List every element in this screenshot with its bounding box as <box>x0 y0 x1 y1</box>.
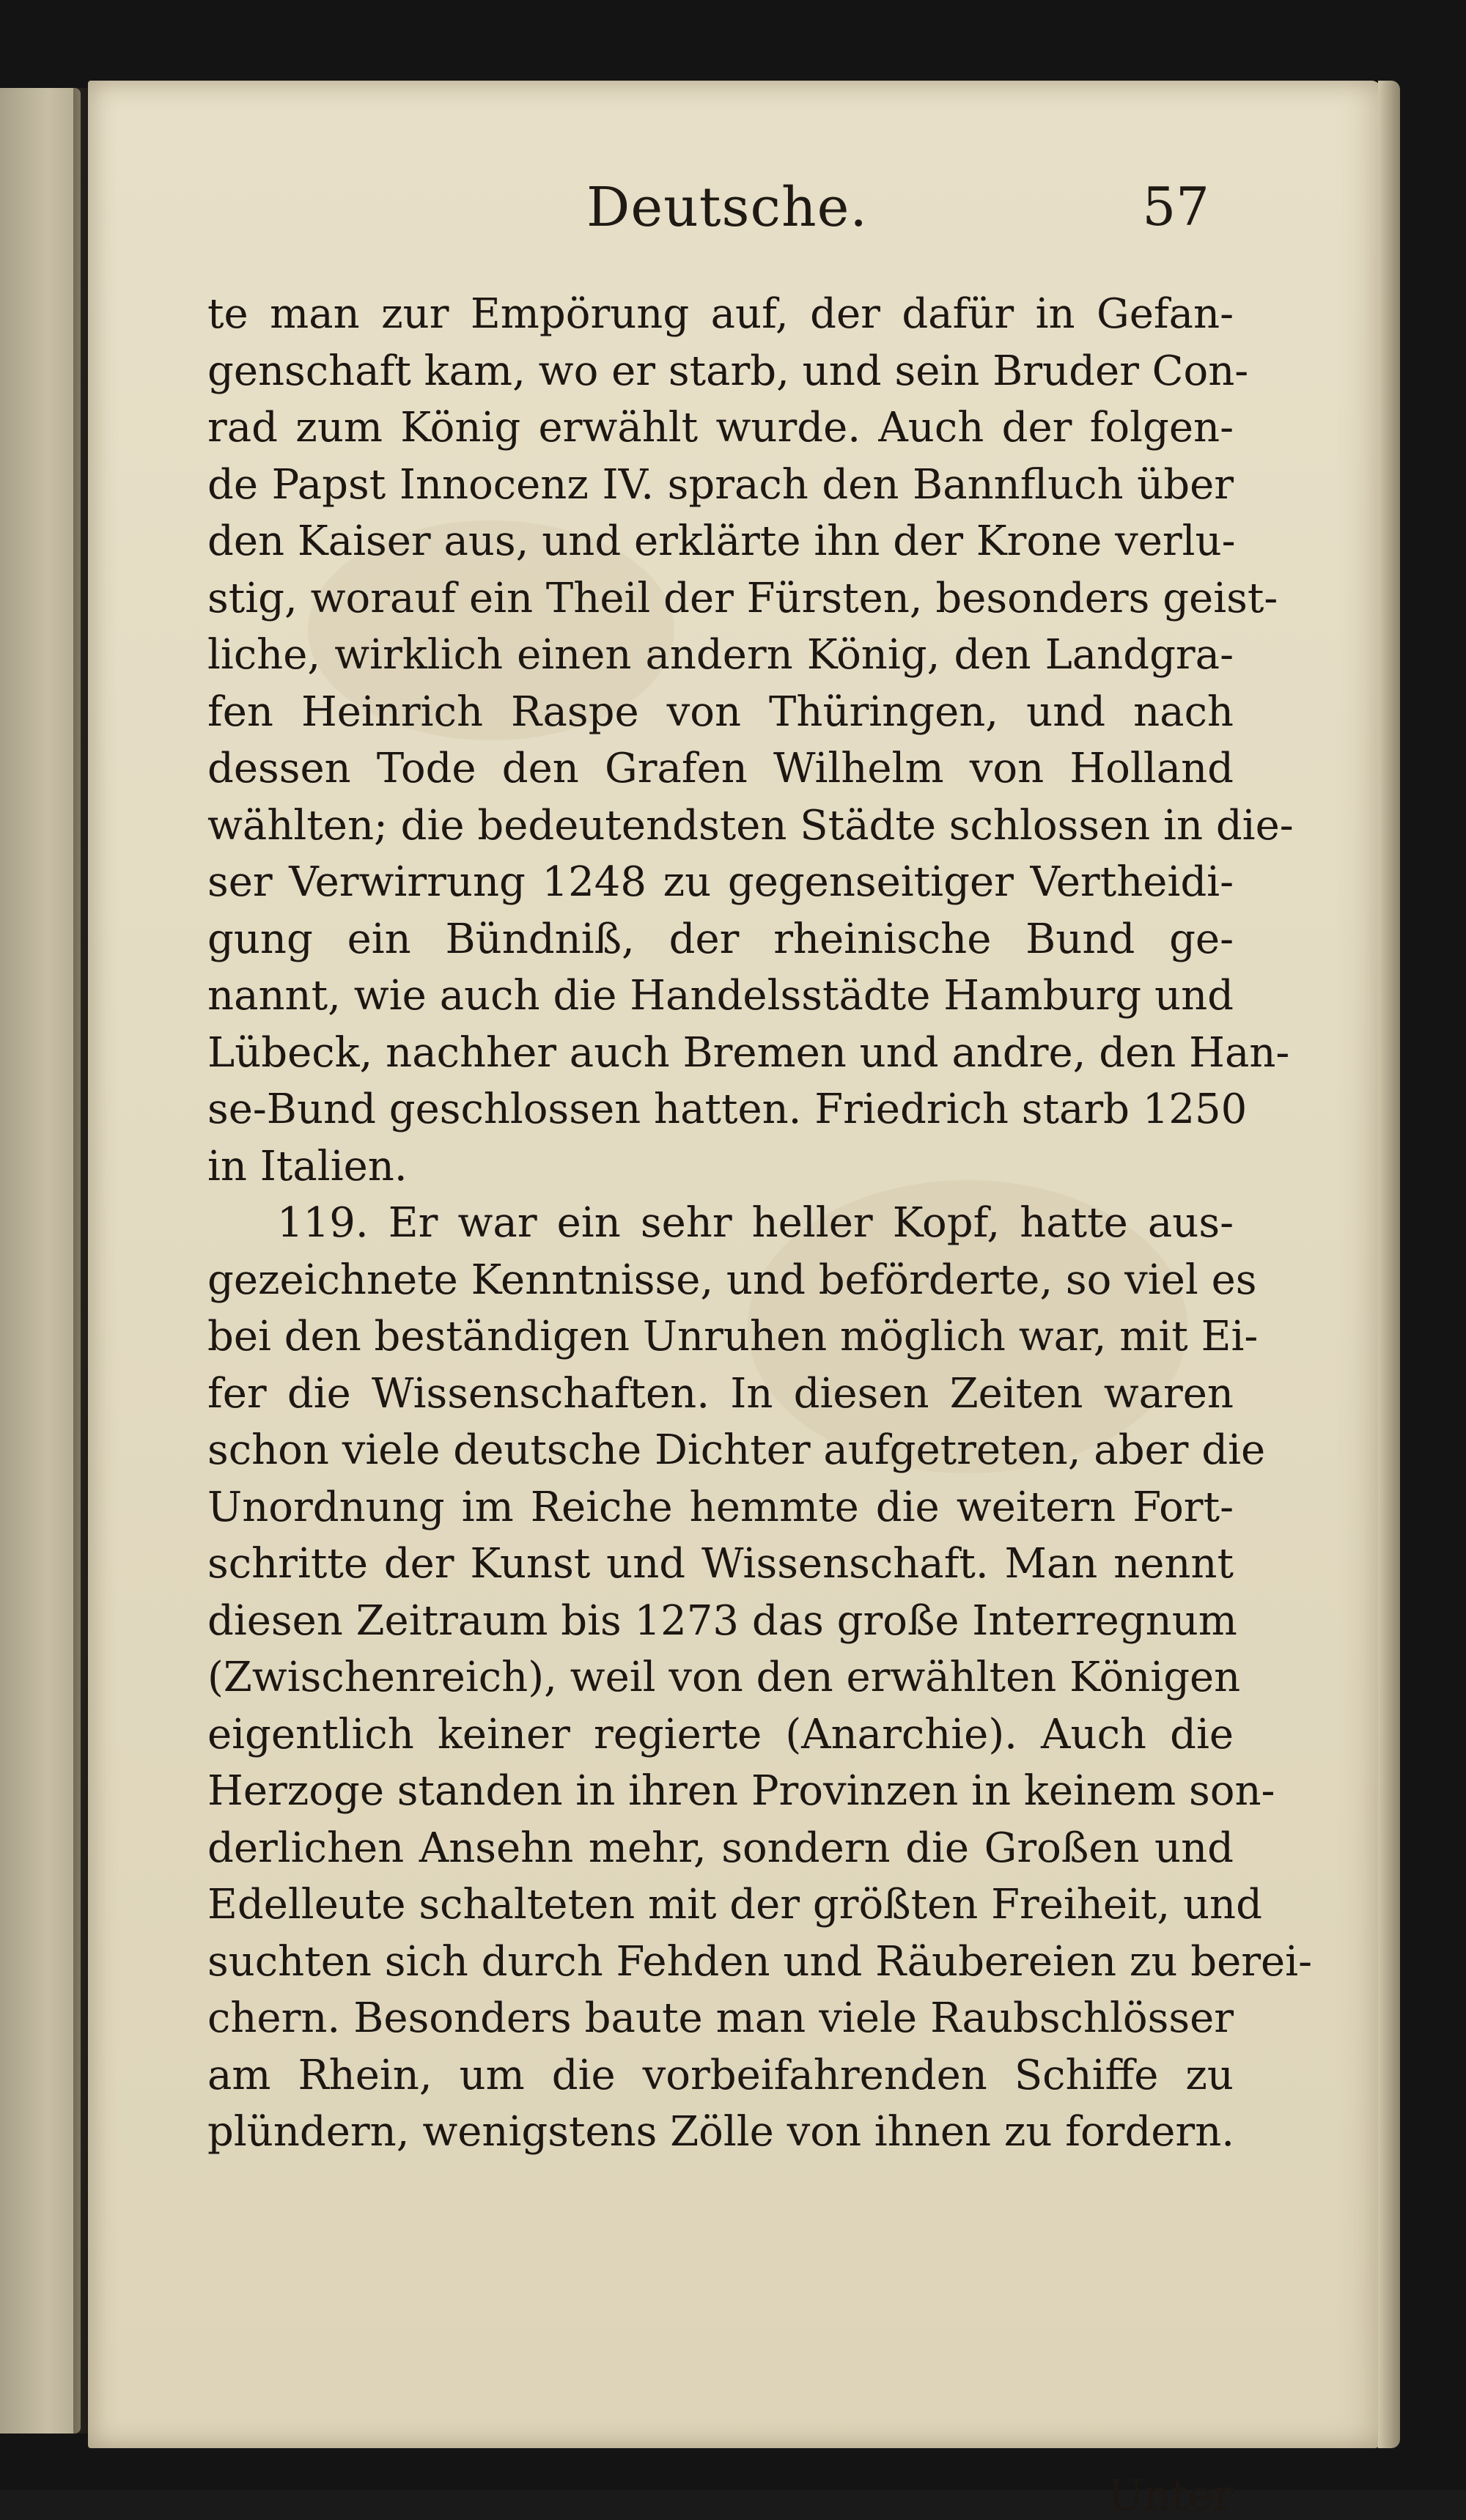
text-line: Herzoge standen in ihren Provinzen in keinem son- <box>207 1767 1275 1815</box>
text-line: rad zum König erwählt wurde. Auch der folgen- <box>207 404 1234 452</box>
running-head-title: Deutsche. <box>586 176 868 239</box>
running-head <box>205 176 1231 249</box>
text-line: am Rhein, um die vorbeifahrenden Schiffe zu <box>207 2051 1234 2099</box>
text-line: genschaft kam, wo er starb, und sein Bruder Con- <box>207 347 1249 395</box>
right-page-edge <box>1378 81 1400 2448</box>
text-line: stig, worauf ein Theil der Fürsten, besonders geist- <box>207 574 1278 622</box>
text-line: Lübeck, nachher auch Bremen und andre, den Han- <box>207 1028 1290 1077</box>
text-line: nannt, wie auch die Handelsstädte Hamburg und <box>207 972 1234 1020</box>
left-page-edge <box>0 88 81 2434</box>
text-line: de Papst Innocenz IV. sprach den Bannfluch über <box>207 460 1234 509</box>
text-line: liche, wirklich einen andern König, den Landgra- <box>207 631 1234 679</box>
text-line: gung ein Bündniß, der rheinische Bund ge- <box>207 915 1234 963</box>
text-line: Edelleute schalteten mit der größten Freiheit, und <box>207 1881 1262 1928</box>
text-line: eigentlich keiner regierte (Anarchie). Auch die <box>207 1710 1234 1758</box>
text-line: plündern, wenigstens Zölle von ihnen zu fordern. <box>207 2108 1235 2156</box>
text-line: dessen Tode den Grafen Wilhelm von Holland <box>207 745 1234 792</box>
text-line: den Kaiser aus, und erklärte ihn der Krone verlu- <box>207 517 1236 565</box>
catchword: Unter <box>1108 2470 1234 2520</box>
page-number: 57 <box>1142 176 1209 237</box>
text-line: fen Heinrich Raspe von Thüringen, und nach <box>207 688 1234 736</box>
text-line: ser Verwirrung 1248 zu gegenseitiger Vertheidi- <box>207 858 1234 906</box>
text-line: schon viele deutsche Dichter aufgetreten, aber die <box>207 1426 1266 1474</box>
body-text <box>207 286 1312 2520</box>
text-line: diesen Zeitraum bis 1273 das große Interregnum <box>207 1596 1237 1645</box>
text-line: fer die Wissenschaften. In diesen Zeiten waren <box>207 1369 1234 1418</box>
text-line: chern. Besonders baute man viele Raubschlösser <box>207 1994 1234 2042</box>
text-line: wählten; die bedeutendsten Städte schlossen in die- <box>207 801 1294 850</box>
text-line: se-Bund geschlossen hatten. Friedrich starb 1250 <box>207 1086 1248 1133</box>
text-line: derlichen Ansehn mehr, sondern die Großen und <box>207 1824 1234 1872</box>
text-line: te man zur Empörung auf, der dafür in Gefan- <box>207 290 1234 338</box>
text-line: (Zwischenreich), weil von den erwählten Königen <box>207 1654 1241 1701</box>
text-line: in Italien. <box>207 1142 408 1190</box>
text-line: suchten sich durch Fehden und Räubereien zu berei- <box>207 1937 1312 1986</box>
text-line: Unordnung im Reiche hemmte die weitern Fort- <box>207 1483 1234 1531</box>
text-line: bei den beständigen Unruhen möglich war, mit Ei- <box>207 1313 1259 1360</box>
text-line: gezeichnete Kenntnisse, und beförderte, so viel es <box>207 1256 1257 1304</box>
section-start-line: 119. Er war ein sehr heller Kopf, hatte aus- <box>277 1199 1234 1247</box>
text-line: schritte der Kunst und Wissenschaft. Man nennt <box>207 1540 1234 1588</box>
